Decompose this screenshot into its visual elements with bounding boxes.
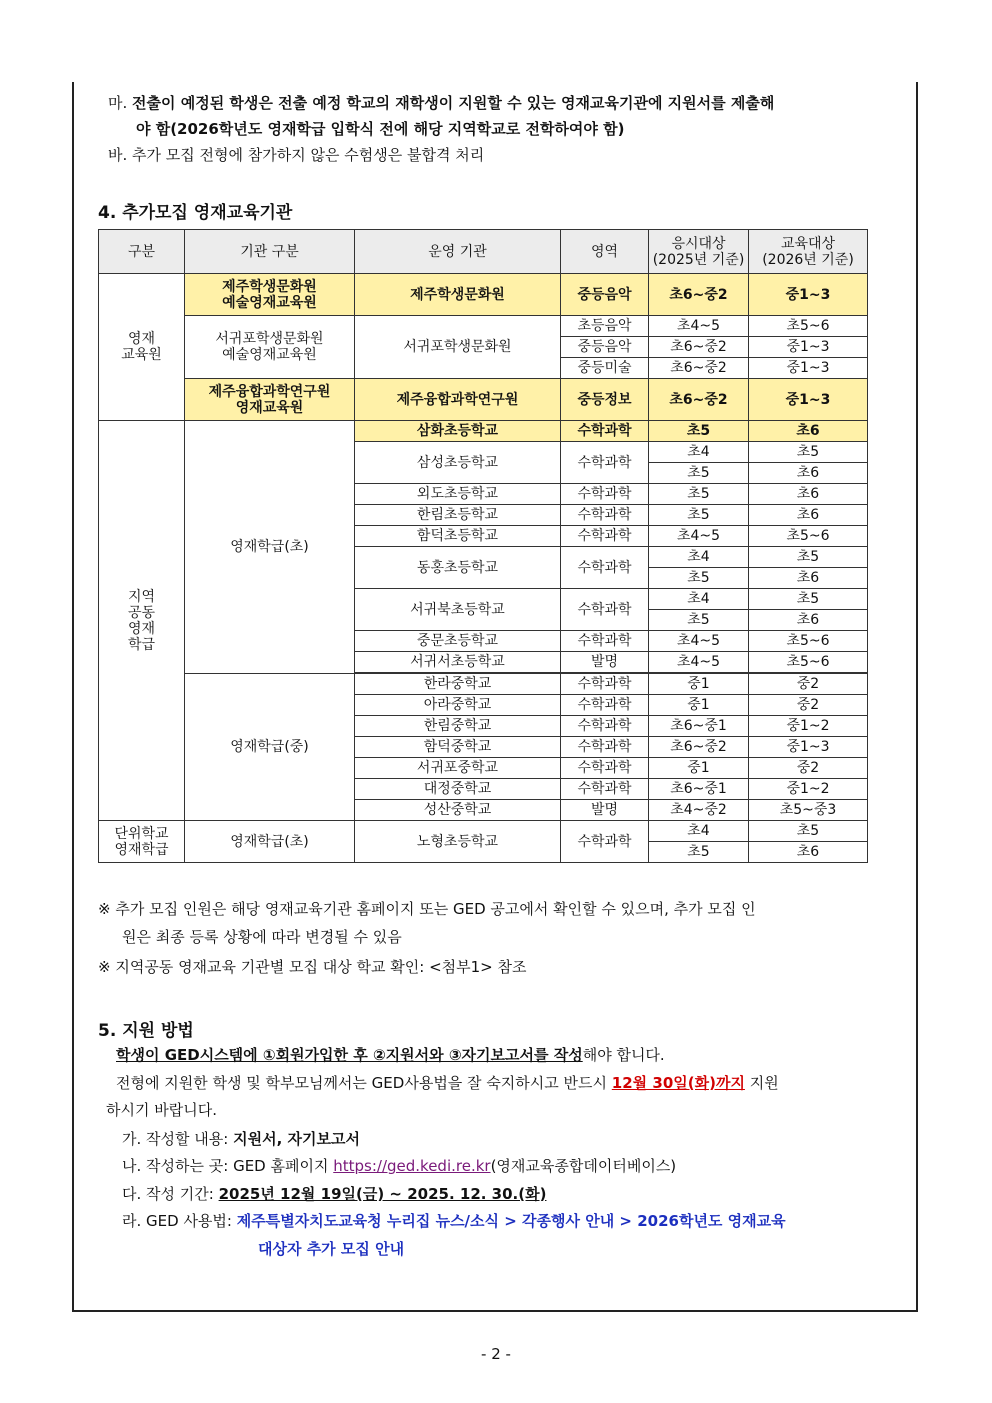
field-cell: 수학과학 <box>561 484 649 505</box>
group-label-unit-school-l1: 단위학교 <box>114 825 169 842</box>
item-na-suffix: (영재교육종합데이터베이스) <box>490 1157 677 1175</box>
apply-cell: 초4~5 <box>649 526 749 547</box>
edu-cell: 초5~6 <box>749 631 868 652</box>
field-cell: 발명 <box>561 652 649 673</box>
edu-cell: 중1~2 <box>749 716 868 737</box>
inst-gifted-class-middle: 영재학급(중) <box>185 674 355 821</box>
school-cell: 중문초등학교 <box>355 631 561 652</box>
header-category: 구분 <box>99 230 185 274</box>
note-ma-line2: 야 함(2026학년도 영재학급 입학식 전에 해당 지역학교로 전학하여야 함) <box>136 120 625 138</box>
item-ga <box>122 1128 360 1150</box>
item-na-label: 나. 작성하는 곳: GED 홈페이지 <box>122 1157 329 1175</box>
field-cell: 수학과학 <box>561 695 649 716</box>
apply-cell: 초5 <box>649 568 749 589</box>
inst-jeju-science-l2: 영재교육원 <box>235 399 304 416</box>
apply-cell: 초5 <box>649 505 749 526</box>
apply-instruction <box>116 1072 779 1094</box>
table-row <box>99 674 868 695</box>
note-ba: 바. 추가 모집 전형에 참가하지 않은 수험생은 불합격 처리 <box>108 146 485 164</box>
school-cell: 대정중학교 <box>355 779 561 800</box>
table-header-row <box>99 230 868 274</box>
group-label-regional-l1: 지역 <box>127 588 156 605</box>
inst-gifted-class-unit: 영재학급(초) <box>185 821 355 863</box>
edu-cell: 초6 <box>749 505 868 526</box>
apply-instruction-end: 지원 <box>749 1074 779 1092</box>
apply-cell: 초4 <box>649 547 749 568</box>
apply-cell: 초4~5 <box>649 652 749 673</box>
note-ma-prefix: 마. <box>108 94 128 112</box>
edu-cell: 중1~3 <box>749 737 868 758</box>
table-row <box>99 821 868 842</box>
apply-cell: 초6~중2 <box>649 274 749 316</box>
school-cell: 동홍초등학교 <box>355 547 561 589</box>
header-apply-target-l1: 응시대상 <box>671 235 726 252</box>
field-cell: 수학과학 <box>561 674 649 695</box>
apply-cell: 초6~중1 <box>649 779 749 800</box>
field-cell: 수학과학 <box>561 421 649 442</box>
header-edu-target <box>749 230 868 274</box>
edu-cell: 초6 <box>749 842 868 863</box>
edu-cell: 초6 <box>749 421 868 442</box>
note-attachment: ※ 지역공동 영재교육 기관별 모집 대상 학교 확인: <첨부1> 참조 <box>98 958 527 976</box>
edu-cell: 초5 <box>749 547 868 568</box>
group-label-regional-l3: 영재 <box>127 620 156 637</box>
operator-cell: 제주학생문화원 <box>355 274 561 316</box>
apply-instruction-l2: 하시기 바랍니다. <box>106 1101 217 1119</box>
apply-cell: 초6~중2 <box>649 737 749 758</box>
group-label-unit-school <box>99 821 185 863</box>
edu-cell: 초5~6 <box>749 316 868 337</box>
header-field: 영역 <box>561 230 649 274</box>
item-ga-value: 지원서, 자기보고서 <box>233 1130 360 1148</box>
header-edu-target-l2: (2026년 기준) <box>762 251 854 268</box>
school-cell: 삼성초등학교 <box>355 442 561 484</box>
edu-cell: 초6 <box>749 610 868 631</box>
header-operator: 운영 기관 <box>355 230 561 274</box>
apply-instruction-start: 전형에 지원한 학생 및 학부모님께서는 GED사용법을 잘 숙지하시고 반드시 <box>116 1074 608 1092</box>
field-cell: 수학과학 <box>561 737 649 758</box>
school-cell: 서귀북초등학교 <box>355 589 561 631</box>
operator-cell: 제주융합과학연구원 <box>355 379 561 421</box>
edu-cell: 초6 <box>749 484 868 505</box>
edu-cell: 초5 <box>749 821 868 842</box>
field-cell: 수학과학 <box>561 821 649 863</box>
apply-intro-rest: 해야 합니다. <box>582 1046 665 1064</box>
inst-seogwipo-art <box>185 316 355 379</box>
apply-cell: 초6~중2 <box>649 379 749 421</box>
apply-deadline: 12월 30일(화)까지 <box>611 1074 745 1092</box>
school-cell: 서귀포중학교 <box>355 758 561 779</box>
apply-cell: 중1 <box>649 674 749 695</box>
item-na <box>122 1155 676 1177</box>
field-cell: 수학과학 <box>561 589 649 631</box>
field-cell: 발명 <box>561 800 649 821</box>
apply-cell: 초5 <box>649 463 749 484</box>
group-label-regional <box>99 421 185 821</box>
edu-cell: 중1~3 <box>749 274 868 316</box>
inst-jeju-art-l1: 제주학생문화원 <box>222 278 317 295</box>
item-ra-value: 제주특별자치도교육청 누리집 뉴스/소식 > 각종행사 안내 > 2026학년도 영재교육 <box>236 1212 786 1230</box>
apply-cell: 초6~중2 <box>649 358 749 379</box>
field-cell: 수학과학 <box>561 526 649 547</box>
header-edu-target-l1: 교육대상 <box>780 235 836 252</box>
edu-cell: 초6 <box>749 568 868 589</box>
apply-cell: 초6~중2 <box>649 337 749 358</box>
item-ra-label: 라. GED 사용법: <box>122 1212 232 1230</box>
apply-cell: 초6~중1 <box>649 716 749 737</box>
field-cell: 수학과학 <box>561 758 649 779</box>
item-da-label: 다. 작성 기간: <box>122 1185 214 1203</box>
school-cell: 아라중학교 <box>355 695 561 716</box>
note-recruit-count-l2: 원은 최종 등록 상황에 따라 변경될 수 있음 <box>122 928 402 946</box>
edu-cell: 중2 <box>749 758 868 779</box>
item-ga-label: 가. 작성할 내용: <box>122 1130 229 1148</box>
apply-cell: 초5 <box>649 610 749 631</box>
school-cell: 서귀서초등학교 <box>355 652 561 673</box>
institution-table <box>98 229 868 863</box>
inst-seogwipo-art-l1: 서귀포학생문화원 <box>215 331 324 347</box>
inst-jeju-science <box>185 379 355 421</box>
group-label-center <box>99 274 185 421</box>
header-institution-type: 기관 구분 <box>185 230 355 274</box>
note-ma <box>108 92 774 114</box>
table-row <box>99 421 868 442</box>
apply-cell: 중1 <box>649 695 749 716</box>
group-label-center-l2: 교육원 <box>121 347 162 363</box>
field-cell: 수학과학 <box>561 505 649 526</box>
school-cell: 삼화초등학교 <box>355 421 561 442</box>
item-da <box>122 1183 546 1205</box>
apply-cell: 초5 <box>649 421 749 442</box>
table-row <box>99 379 868 421</box>
school-cell: 한림초등학교 <box>355 505 561 526</box>
apply-cell: 초4~5 <box>649 631 749 652</box>
edu-cell: 초5 <box>749 589 868 610</box>
edu-cell: 초6 <box>749 463 868 484</box>
inst-jeju-science-l1: 제주융합과학연구원 <box>208 383 331 400</box>
apply-cell: 초4~중2 <box>649 800 749 821</box>
item-ra-value-l2: 대상자 추가 모집 안내 <box>258 1240 405 1258</box>
table-row <box>99 316 868 337</box>
inst-jeju-art-l2: 예술영재교육원 <box>222 294 317 311</box>
header-apply-target-l2: (2025년 기준) <box>652 251 745 268</box>
edu-cell: 중1~3 <box>749 337 868 358</box>
page-number: - 2 - <box>481 1345 511 1363</box>
field-cell: 수학과학 <box>561 779 649 800</box>
field-cell: 중등정보 <box>561 379 649 421</box>
field-cell: 수학과학 <box>561 547 649 589</box>
school-cell: 한라중학교 <box>355 674 561 695</box>
field-cell: 수학과학 <box>561 442 649 484</box>
apply-cell: 초4~5 <box>649 316 749 337</box>
inst-jeju-art <box>185 274 355 316</box>
group-label-regional-l4: 학급 <box>127 636 156 653</box>
apply-cell: 초4 <box>649 442 749 463</box>
field-cell: 수학과학 <box>561 716 649 737</box>
school-cell: 성산중학교 <box>355 800 561 821</box>
school-cell: 노형초등학교 <box>355 821 561 863</box>
inst-gifted-class-elem: 영재학급(초) <box>185 421 355 674</box>
table-row <box>99 274 868 316</box>
field-cell: 초등음악 <box>561 316 649 337</box>
school-cell: 함덕초등학교 <box>355 526 561 547</box>
school-cell: 함덕중학교 <box>355 737 561 758</box>
edu-cell: 초5~중3 <box>749 800 868 821</box>
item-da-value: 2025년 12월 19일(금) ~ 2025. 12. 30.(화) <box>218 1185 547 1203</box>
apply-cell: 초4 <box>649 589 749 610</box>
school-cell: 한림중학교 <box>355 716 561 737</box>
field-cell: 수학과학 <box>561 631 649 652</box>
section5-title: 5. 지원 방법 <box>98 1021 194 1041</box>
inst-seogwipo-art-l2: 예술영재교육원 <box>222 347 317 363</box>
ged-link[interactable]: https://ged.kedi.re.kr <box>333 1157 491 1175</box>
apply-intro <box>116 1044 665 1066</box>
field-cell: 중등미술 <box>561 358 649 379</box>
apply-cell: 초5 <box>649 842 749 863</box>
edu-cell: 초5~6 <box>749 652 868 673</box>
group-label-center-l1: 영재 <box>127 331 156 347</box>
apply-intro-bold: 학생이 GED시스템에 ①회원가입한 후 ②지원서와 ③자기보고서를 작성 <box>116 1046 583 1064</box>
item-ra <box>122 1210 786 1232</box>
field-cell: 중등음악 <box>561 274 649 316</box>
section4-title: 4. 추가모집 영재교육기관 <box>98 203 293 223</box>
header-apply-target <box>649 230 749 274</box>
note-recruit-count: ※ 추가 모집 인원은 해당 영재교육기관 홈페이지 또는 GED 공고에서 확인할 수 있으며, 추가 모집 인 <box>98 900 756 918</box>
field-cell: 중등음악 <box>561 337 649 358</box>
group-label-regional-l2: 공동 <box>127 604 156 621</box>
operator-cell: 서귀포학생문화원 <box>355 316 561 379</box>
apply-cell: 초5 <box>649 484 749 505</box>
edu-cell: 중2 <box>749 674 868 695</box>
apply-cell: 중1 <box>649 758 749 779</box>
apply-cell: 초4 <box>649 821 749 842</box>
note-ma-line1: 전출이 예정된 학생은 전출 예정 학교의 재학생이 지원할 수 있는 영재교육기관에 지원서를 제출해 <box>132 94 775 112</box>
school-cell: 외도초등학교 <box>355 484 561 505</box>
edu-cell: 중1~3 <box>749 379 868 421</box>
edu-cell: 중1~2 <box>749 779 868 800</box>
edu-cell: 중1~3 <box>749 358 868 379</box>
group-label-unit-school-l2: 영재학급 <box>114 841 169 858</box>
edu-cell: 초5~6 <box>749 526 868 547</box>
edu-cell: 초5 <box>749 442 868 463</box>
edu-cell: 중2 <box>749 695 868 716</box>
